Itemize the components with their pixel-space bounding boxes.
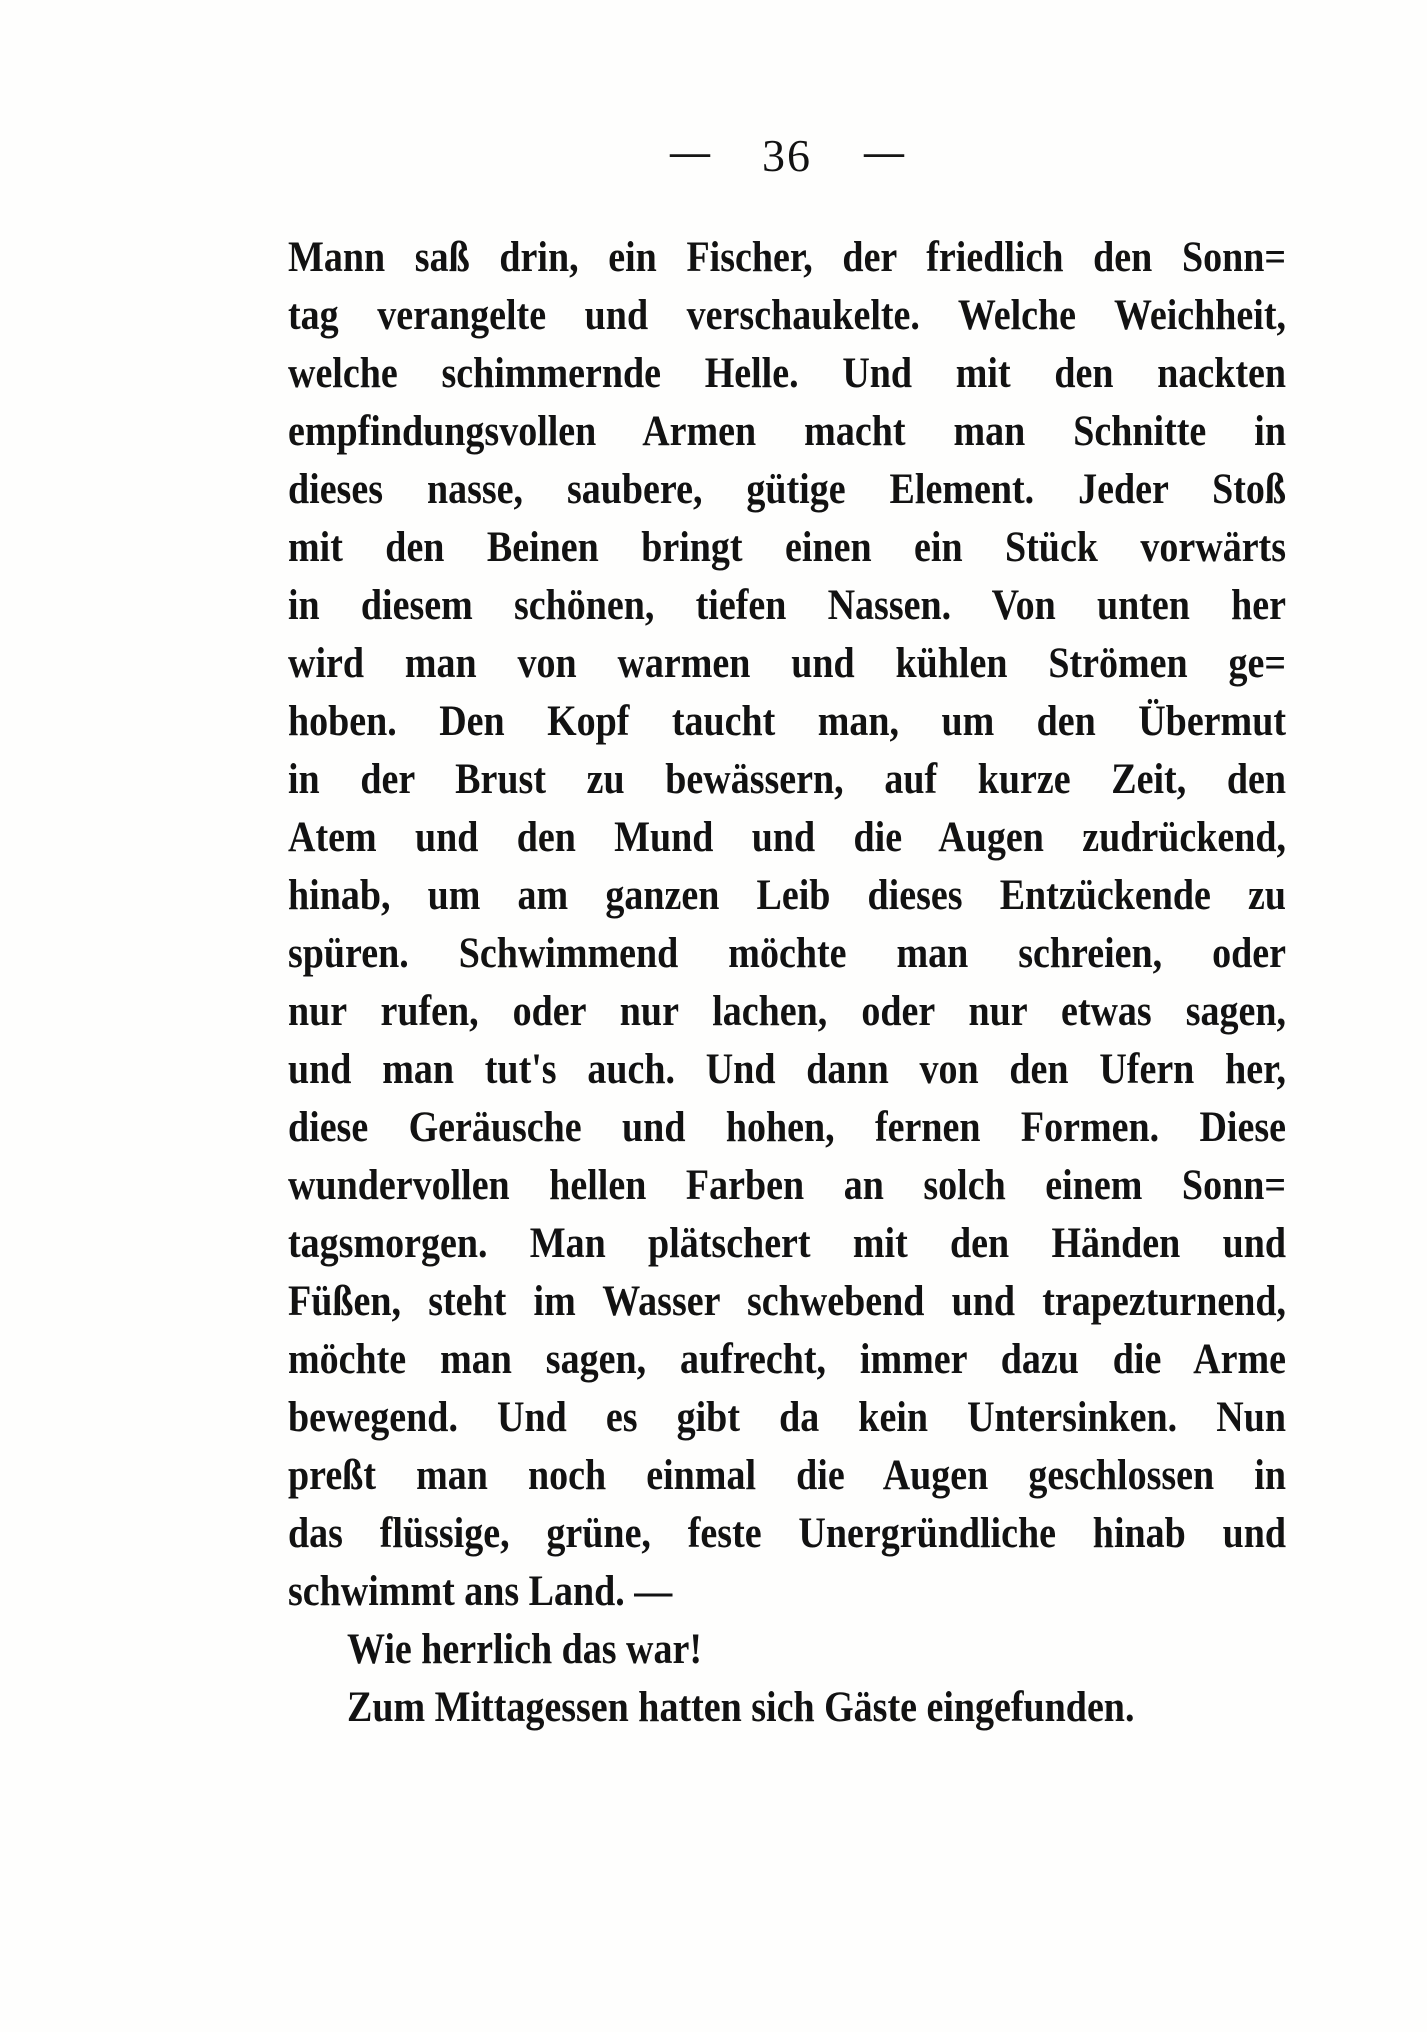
text-line: wundervollen hellen Farben an solch einem Sonn=	[288, 1160, 1286, 1210]
text-line: Atem und den Mund und die Augen zudrückend,	[288, 812, 1286, 862]
text-line: Wie herrlich das war!	[347, 1624, 702, 1674]
text-line: Füßen, steht im Wasser schwebend und trapezturnend,	[288, 1276, 1286, 1326]
text-line: hinab, um am ganzen Leib dieses Entzückende zu	[288, 870, 1286, 920]
text-line: tag verangelte und verschaukelte. Welche Weichheit,	[288, 290, 1286, 340]
text-line: preßt man noch einmal die Augen geschlossen in	[288, 1450, 1286, 1500]
text-line: empfindungsvollen Armen macht man Schnitte in	[288, 406, 1286, 456]
text-line: in der Brust zu bewässern, auf kurze Zeit, den	[288, 754, 1286, 804]
text-line: Zum Mittagessen hatten sich Gäste eingefunden.	[347, 1682, 1135, 1732]
page-header	[288, 128, 1286, 182]
text-line: dieses nasse, saubere, gütige Element. Jeder Stoß	[288, 464, 1286, 514]
body-text	[288, 228, 1286, 1736]
text-line: und man tut's auch. Und dann von den Ufern her,	[288, 1044, 1286, 1094]
text-line: Mann saß drin, ein Fischer, der friedlich den Sonn=	[288, 232, 1286, 282]
text-line: welche schimmernde Helle. Und mit den nackten	[288, 348, 1286, 398]
text-line: in diesem schönen, tiefen Nassen. Von unten her	[288, 580, 1286, 630]
text-line: nur rufen, oder nur lachen, oder nur etwas sagen,	[288, 986, 1286, 1036]
text-line: bewegend. Und es gibt da kein Untersinken. Nun	[288, 1392, 1286, 1442]
text-line: diese Geräusche und hohen, fernen Formen. Diese	[288, 1102, 1286, 1152]
text-line: schwimmt ans Land. —	[288, 1566, 673, 1616]
header-right-dash: —	[864, 129, 904, 174]
text-line: tagsmorgen. Man plätschert mit den Händen und	[288, 1218, 1286, 1268]
text-line: mit den Beinen bringt einen ein Stück vorwärts	[288, 522, 1286, 572]
text-line: möchte man sagen, aufrecht, immer dazu die Arme	[288, 1334, 1286, 1384]
text-line: wird man von warmen und kühlen Strömen ge=	[288, 638, 1286, 688]
text-line: hoben. Den Kopf taucht man, um den Übermut	[288, 696, 1286, 746]
text-line: spüren. Schwimmend möchte man schreien, oder	[288, 928, 1286, 978]
header-left-dash: —	[670, 129, 710, 174]
text-line: das flüssige, grüne, feste Unergründliche hinab und	[288, 1508, 1286, 1558]
page-number: 36	[762, 130, 812, 181]
